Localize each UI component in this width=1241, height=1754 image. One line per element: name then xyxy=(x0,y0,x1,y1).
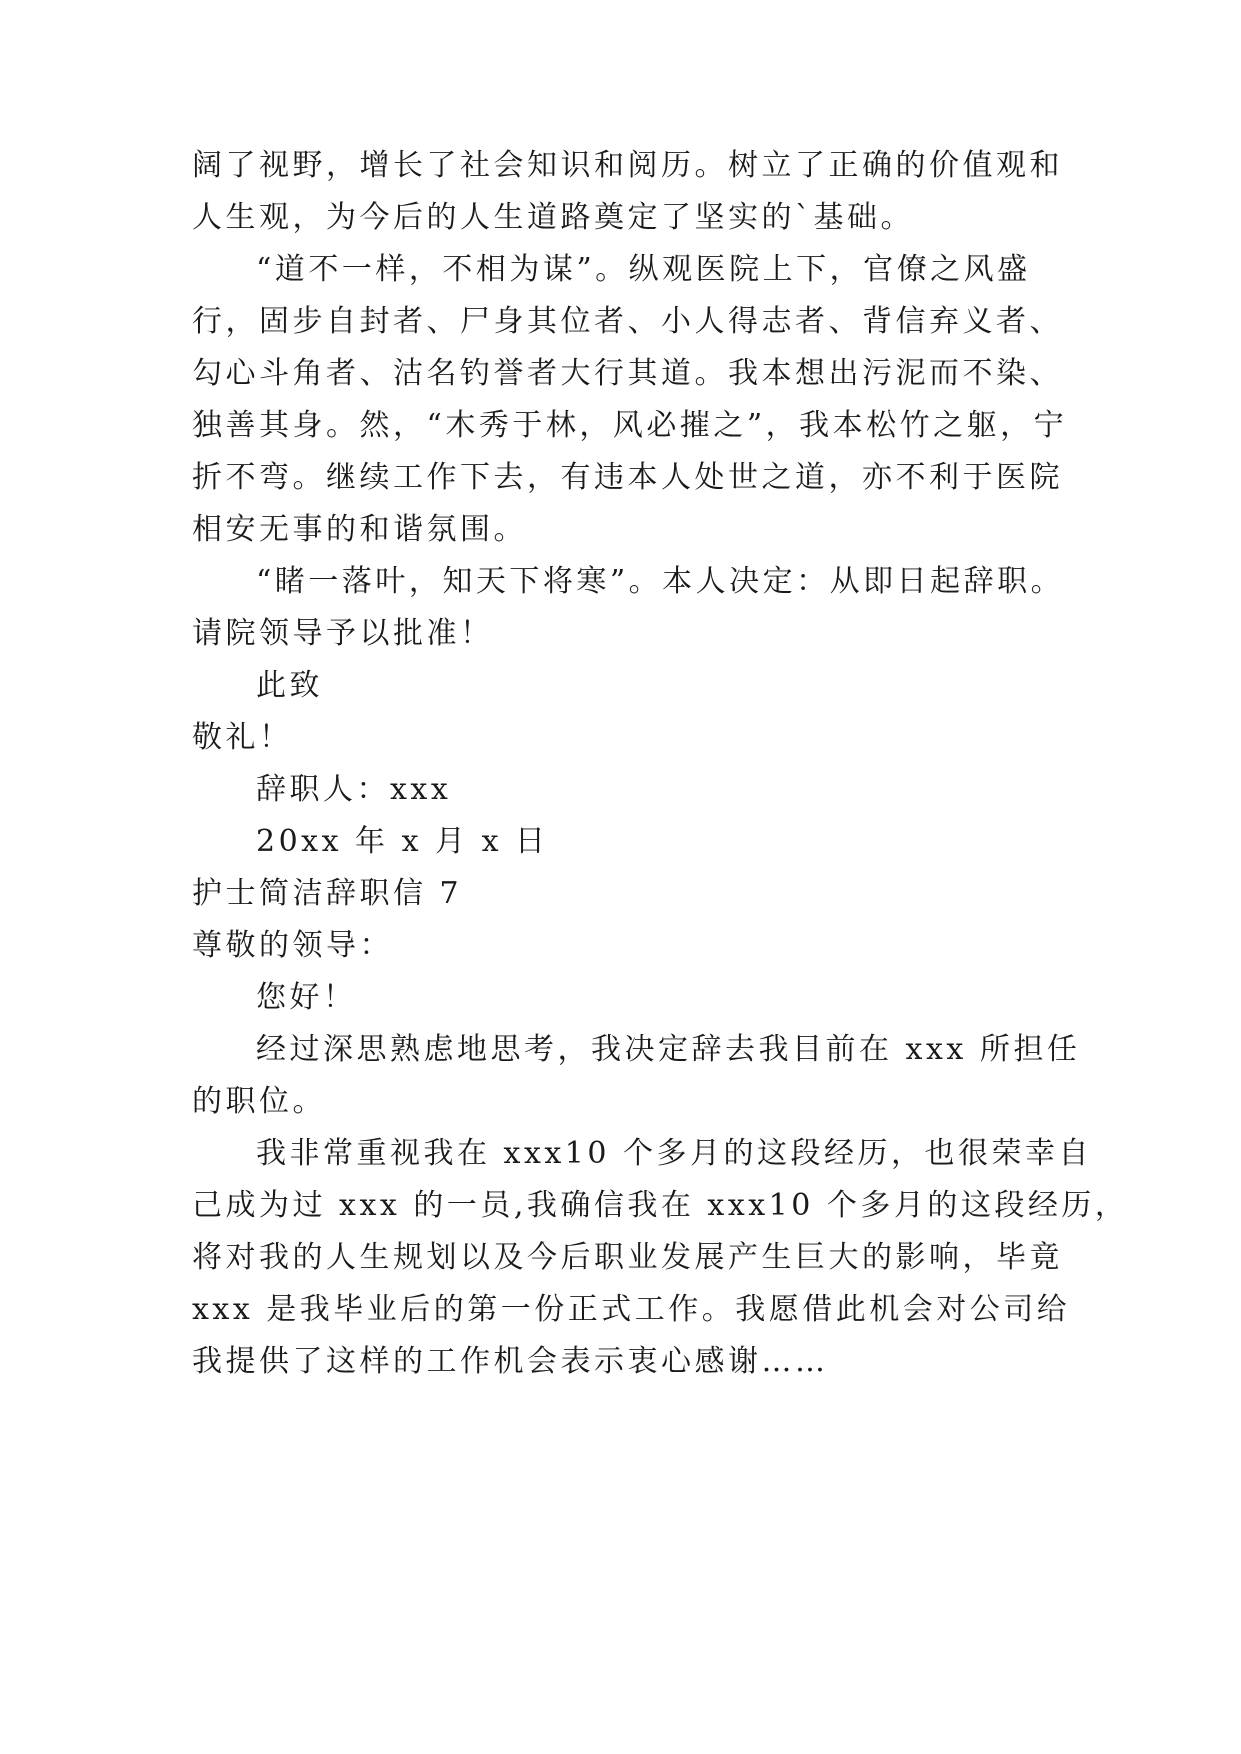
paragraph-line: 勾心斗角者、沽名钓誉者大行其道。我本想出污泥而不染、 xyxy=(192,356,1063,391)
signature-line: 辞职人：xxx xyxy=(256,772,452,807)
paragraph-line: 经过深思熟虑地思考，我决定辞去我目前在 xxx 所担任 xyxy=(256,1032,1081,1067)
closing-respect: 敬礼！ xyxy=(192,720,293,755)
paragraph-line: 相安无事的和谐氛围。 xyxy=(192,512,527,547)
paragraph-line: 己成为过 xxx 的一员,我确信我在 xxx10 个多月的这段经历， xyxy=(192,1188,1129,1223)
paragraph-line: 折不弯。继续工作下去，有违本人处世之道，亦不利于医院 xyxy=(192,460,1063,495)
paragraph-line: 我非常重视我在 xxx10 个多月的这段经历，也很荣幸自 xyxy=(256,1136,1093,1171)
paragraph-line: 请院领导予以批准！ xyxy=(192,616,494,651)
paragraph-line: 的职位。 xyxy=(192,1084,326,1119)
paragraph-line: 人生观，为今后的人生道路奠定了坚实的`基础。 xyxy=(192,200,914,235)
paragraph-line: 阔了视野，增长了社会知识和阅历。树立了正确的价值观和 xyxy=(192,148,1063,183)
date-line: 20xx 年 x 月 x 日 xyxy=(256,824,549,859)
paragraph-line: 将对我的人生规划以及今后职业发展产生巨大的影响，毕竟 xyxy=(192,1240,1063,1275)
greeting-line: 尊敬的领导： xyxy=(192,928,393,963)
greeting-hello: 您好！ xyxy=(256,980,357,1015)
paragraph-line: 独善其身。然，“木秀于林，风必摧之”，我本松竹之躯，宁 xyxy=(192,408,1068,443)
paragraph-line: “道不一样，不相为谋”。纵观医院上下，官僚之风盛 xyxy=(256,252,1031,287)
paragraph-line: 行，固步自封者、尸身其位者、小人得志者、背信弃义者、 xyxy=(192,304,1063,339)
section-title: 护士简洁辞职信 7 xyxy=(192,876,463,911)
paragraph-line: 我提供了这样的工作机会表示衷心感谢…… xyxy=(192,1344,829,1379)
closing-salutation: 此致 xyxy=(256,668,323,703)
paragraph-line: xxx 是我毕业后的第一份正式工作。我愿借此机会对公司给 xyxy=(192,1292,1071,1327)
paragraph-line: “睹一落叶，知天下将寒”。本人决定：从即日起辞职。 xyxy=(256,564,1065,599)
